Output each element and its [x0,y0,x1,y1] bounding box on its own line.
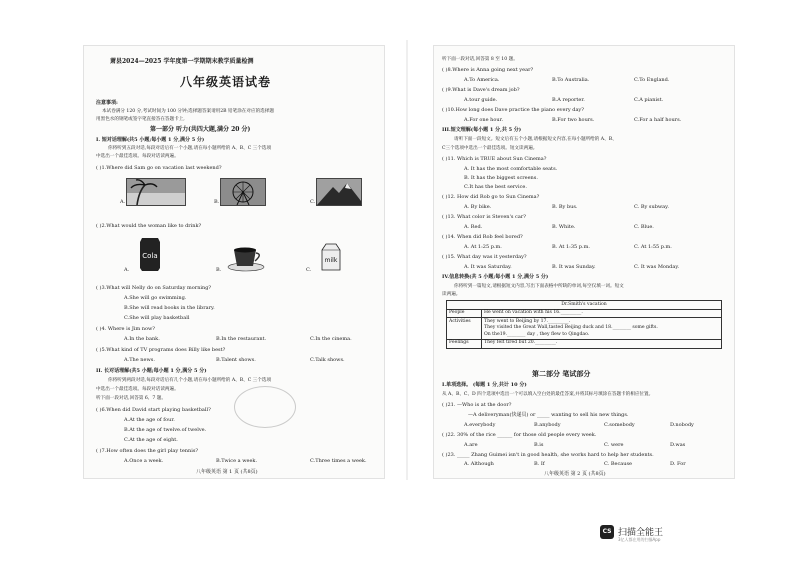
question-10: ( )10.How long does Dave practice the piano every day? [442,107,584,113]
q23-option-c: C. Because [604,461,632,467]
section-5-desc: 从 A、B、C、D 四个选项中选出一个可以填入空白处的最佳答案,并将其标号填涂在答题卡的相应位置。 [442,392,654,397]
section-2-heading: II. 长对话理解(共5 小题;每小题 1 分,满分 5 分) [96,368,207,374]
q2-option-c: C. [306,267,312,273]
q22-option-a: A.are [464,442,478,448]
table-row [447,309,722,318]
q21-option-b: B.anybody [534,422,561,428]
page-2-footer: 八年级英语 第 2 页 (共8页) [544,471,606,477]
q21-option-d: D.nobody [670,422,694,428]
mountain-photo [316,178,362,206]
section-2-desc-1: 你将听到两段对话,每段对话后有几个小题,请在每小题所给的 A、B、C 三个选项 [108,378,272,383]
question-2: ( )2.What would the woman like to drink? [96,223,202,229]
q4-option-c: C.In the cinema. [310,336,352,342]
section-3-desc-2: C三个选项中选出一个最佳选项。短文读两遍。 [442,146,538,151]
pencil-scribble [234,386,296,428]
table-title: Dr.Smith's vacation [447,301,722,310]
q21-option-a: A.everybody [464,422,496,428]
q9-option-a: A.tour guide. [464,97,498,103]
exam-title: 八年级英语试卷 [180,75,272,89]
question-9: ( )9.What is Dave's dream job? [442,87,520,93]
q15-option-a: A. It was Saturday. [464,264,512,270]
exam-page-2 [434,46,734,478]
q3-option-c: C.She will play basketball [124,315,190,321]
milk-label: milk [324,257,338,264]
q7-option-c: C.Three times a week. [310,458,367,464]
q15-option-c: C. It was Monday. [634,264,680,270]
table-row-label: People [447,309,482,318]
notes-line-2: 用黑色水的钢笔或签字笔直接答在答题卡上, [96,117,185,122]
table-title-row [447,301,722,310]
notes-title: 注意事项: [96,100,118,106]
question-4: ( )4. Where is Jim now? [96,326,155,332]
q12-option-a: A. By bike. [464,204,492,210]
question-13: ( )13. What color is Steven's car? [442,214,526,220]
section-1-desc-1: 你将听到五段对话,每段对话后有一个小题,请在每小题所给的 A、B、C 三个选项 [108,146,272,151]
table-row [447,339,722,348]
part-1-heading: 第一部分 听力(共四大题,满分 20 分) [150,126,251,133]
q15-option-b: B. It was Sunday. [552,264,596,270]
q23-option-d: D. For [670,461,686,467]
q12-option-c: C. By subway. [634,204,669,210]
q23-option-a: A. Although [464,461,494,467]
q22-option-b: B.is [534,442,544,448]
milk-carton-icon [316,242,346,272]
question-21-reply: —A deliveryman(快递员) or _____ wanting to sell his new things. [468,412,629,418]
activity-line: They went to Beijing by 17._________. [484,318,571,324]
table-row-label: Activities [447,318,482,340]
camscanner-tagline: 3亿人都在用的扫描App [618,537,661,542]
q2-option-a: A. [124,267,130,273]
table-row [447,318,722,340]
coffee-cup-icon [226,242,266,272]
q8-option-b: B.To Australia. [552,77,590,83]
q5-option-a: A.The news. [124,357,155,363]
part-2-heading: 第二部分 笔试部分 [532,369,591,378]
cola-can-icon [136,236,166,272]
section-2-desc-3: 听下面一段对话,回答第 6、7 题。 [96,396,166,401]
q11-option-c: C.It has the best service. [464,184,527,190]
exam-page-1 [84,46,384,478]
table-cell-activities [482,318,722,340]
q21-option-c: C.somebody [604,422,635,428]
q10-option-b: B.For two hours. [552,117,595,123]
question-12: ( )12. How did Rob go to Sun Cinema? [442,194,540,200]
table-cell: They felt tired but 20._________. [482,339,722,348]
section-5-heading: I.单项选择。 (每题 1 分,共计 10 分) [442,382,527,388]
q11-option-a: A. It has the most comfortable seats. [464,166,558,172]
q14-option-b: B. At 1:35 p.m. [552,244,590,250]
q10-option-c: C.For a half hours. [634,117,682,123]
q14-option-c: C. At 1:55 p.m. [634,244,672,250]
q1-option-a: A. [120,199,126,205]
q12-option-b: B. By bus. [552,204,578,210]
q1-option-b: B. [214,199,220,205]
question-11: ( )11. Which is TRUE about Sun Cinema? [442,156,547,162]
question-8: ( )8.Where is Anna going next year? [442,67,534,73]
q6-option-a: A.At the age of four. [124,417,175,423]
ferris-wheel-photo [220,178,266,206]
cola-label: Cola [142,252,158,260]
page-fold [406,40,408,480]
q4-option-a: A.In the bank. [124,336,160,342]
q7-option-a: A.Once a week. [124,458,164,464]
question-1: ( )1.Where did Sam go on vacation last weekend? [96,165,222,171]
q6-option-c: C.At the age of eight. [124,437,178,443]
section-1-heading: I. 短对话理解(共5 小题;每小题 1 分,满分 5 分) [96,137,205,143]
q3-option-b: B.She will read books in the library. [124,305,215,311]
question-5: ( )5.What kind of TV programs does Billy like best? [96,347,226,353]
q23-option-b: B. If [534,461,545,467]
q22-option-c: C. were [604,442,624,448]
camscanner-logo-icon: CS [600,525,614,539]
q6-option-b: B.At the age of twelve.of twelve. [124,427,207,433]
q22-option-d: D.was [670,442,686,448]
beach-photo [126,178,186,206]
section-4-desc-2: 读两遍。 [442,292,461,297]
camscanner-name: 扫描全能王 [618,528,664,538]
activity-line: On the19.________ day , they flew to Qingdao. [484,331,590,337]
q11-option-b: B. It has the biggest screens. [464,175,538,181]
question-21: ( )21. —Who is at the door? [442,402,512,408]
q10-option-a: A.For one hour. [464,117,504,123]
q9-option-b: B.A reporter. [552,97,585,103]
section-3-heading: III.短文理解(每小题 1 分,共 5 分) [442,127,522,133]
question-14: ( )14. When did Rob feel bored? [442,234,523,240]
activity-line: They visited the Great Wall,tasted Beijing duck and 18.________ some gifts. [484,325,658,331]
page-1-footer: 八年级英语 第 1 页 (共8页) [196,469,258,475]
q13-option-a: A. Red. [464,224,483,230]
section-3-desc-1: 请听下面一段短文。短文后有五个小题,请根据短文内容,在每小题所给的 A、B、 [454,137,617,142]
notes-line-1: 本试卷满分 120 分,考试时间为 100 分钟;选择题答案请用2B 铅笔涂在对应的选择题 [102,109,274,114]
q13-option-b: B. White. [552,224,576,230]
q14-option-a: A. At 1:25 p.m. [464,244,502,250]
table-cell: He went on vacation with his 16._________. [482,309,722,318]
question-23: ( )23. _____ Zhang Guimei isn't in good health, she works hard to help her students. [442,452,654,458]
question-15: ( )15. What day was it yesterday? [442,254,527,260]
q1-option-c: C. [310,199,316,205]
section-2-desc-2: 中选出一个最佳选项。每段对话读两遍。 [96,387,179,392]
question-22: ( )22. 30% of the rice ______ for those old people every week. [442,432,597,438]
q9-option-c: C.A pianist. [634,97,664,103]
q3-option-a: A.She will go swimming. [124,295,187,301]
section-1-desc-2: 中选出一个最佳选项。每段对话读两遍。 [96,154,179,159]
q2-option-b: B. [216,267,222,273]
q5-option-c: C.Talk shows. [310,357,345,363]
section-4-desc-1: 你将听到一篇短文,请根据短文内容,写出下面表格中所缺的单词,每空仅填一词。短文 [454,284,624,289]
q8-option-a: A.To America. [464,77,500,83]
q8-option-c: C.To England. [634,77,670,83]
q7-option-b: B.Twice a week. [216,458,258,464]
question-7: ( )7.How often does the girl play tennis? [96,448,199,454]
q4-option-b: B.In the restaurant. [216,336,267,342]
question-3: ( )3.What will Nelly do on Saturday morning? [96,285,212,291]
table-row-label: Feelings [447,339,482,348]
q13-option-c: C. Blue. [634,224,654,230]
vacation-table [446,300,722,349]
exam-header: 萧县2024—2025 学年度第一学期期末教学质量检测 [110,58,254,65]
section-4-heading: IV.信息转换(共 5 小题;每小题 1 分,满分 5 分) [442,274,549,280]
q5-option-b: B.Talent shows. [216,357,256,363]
section-2-part-b-intro: 听下面一段对话,回答第 8 至 10 题。 [442,57,518,62]
question-6: ( )6.When did David start playing basketball? [96,407,211,413]
